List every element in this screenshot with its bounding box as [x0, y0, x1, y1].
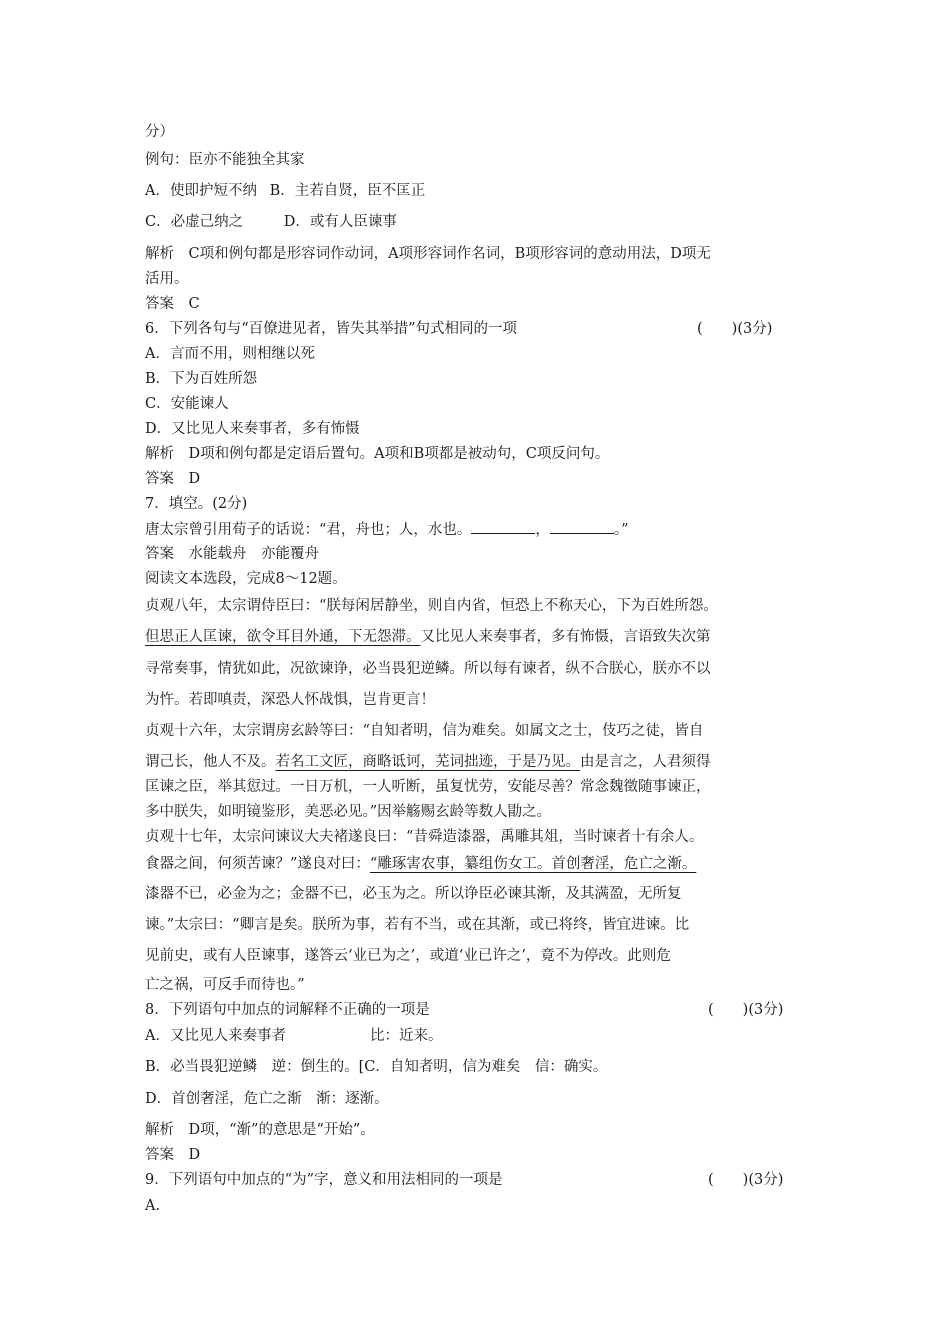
fill-blank-line — [145, 519, 629, 540]
passage-text: 由是言之，人君须得 — [580, 754, 711, 770]
punctuation: 。” — [613, 522, 629, 538]
analysis-text: 活用。 — [145, 271, 189, 287]
analysis-text: 解析 C项和例句都是形容词作动词，A项形容词作名词，B项形容词的意动用法，D项无 — [145, 246, 711, 262]
score-marker: ( )(3分) — [708, 1172, 784, 1188]
score-marker: ( )(3分) — [697, 321, 773, 337]
passage-line: 多中朕失，如明镜鉴形，美恶必见。”因举觞赐玄龄等数人勖之。 — [145, 804, 552, 820]
answer-text: 答案 C — [145, 296, 200, 312]
passage-line: 贞观八年，太宗谓侍臣曰：“朕每闲居静坐，则自内省，恒恐上不称天心，下为百姓所怨。 — [145, 598, 718, 614]
option-row — [145, 181, 425, 201]
passage-text: 谓己长，他人不及。 — [145, 754, 276, 770]
passage-line: 匡谏之臣，举其愆过。一日万机，一人听断，虽复忧劳，安能尽善？常念魏徵随事谏正， — [145, 779, 711, 795]
blank-field — [471, 519, 535, 534]
passage-text: 食器之间，何须苦谏？”遂良对曰： — [145, 856, 370, 872]
underlined-sentence: “雕琢害农事，纂组伤女工。首创奢淫，危亡之渐。 — [369, 856, 697, 872]
text-line: 分） — [145, 124, 174, 140]
option-d: D．首创奢淫，危亡之渐 渐：逐渐。 — [145, 1091, 389, 1107]
option-row — [145, 1026, 442, 1046]
option-d: D．或有人臣谏事 — [283, 214, 397, 230]
passage-text: 又比见人来奏事者，多有怖慑，言语致失次第 — [420, 629, 711, 645]
passage-line — [145, 752, 711, 772]
answer-text: 答案 D — [145, 471, 201, 487]
option-a: A. — [145, 1198, 161, 1214]
punctuation: ， — [535, 522, 550, 538]
analysis-text: 解析 D项和例句都是定语后置句。A项和B项都是被动句，C项反问句。 — [145, 446, 610, 462]
score-marker: ( )(3分) — [708, 1002, 784, 1018]
option-b: B．主若自贤，臣不匡正 — [269, 183, 426, 199]
option-c: C．必虚己纳之 — [145, 214, 244, 230]
quote-text: 唐太宗曾引用荀子的话说：“君，舟也；人，水也。 — [145, 522, 472, 538]
passage-line — [145, 854, 696, 874]
passage-line: 亡之祸，可反手而待也。” — [145, 977, 305, 993]
question-6: 6．下列各句与“百僚进见者，皆失其举措”句式相同的一项 — [145, 321, 518, 337]
instruction-text: 阅读文本选段，完成8～12题。 — [145, 571, 347, 587]
passage-line: 贞观十六年，太宗谓房玄龄等曰：“自知者明，信为难矣。如属文之士，伎巧之徒，皆自 — [145, 723, 704, 739]
passage-line: 漆器不已，必金为之；金器不已，必玉为之。所以诤臣必谏其渐，及其满盈，无所复 — [145, 886, 682, 902]
passage-line: 寻常奏事，情犹如此，况欲谏诤，必当畏犯逆鳞。所以每有谏者，纵不合朕心，朕亦不以 — [145, 661, 711, 677]
question-7: 7．填空。(2分) — [145, 496, 248, 512]
underlined-sentence: 若名工文匠，商略诋诃，芜词拙迹，于是乃见。 — [275, 754, 580, 770]
option-a: A．使即护短不纳 — [145, 183, 257, 199]
option-c: C．安能谏人 — [145, 396, 229, 412]
example-sentence: 例句：臣亦不能独全其家 — [145, 152, 305, 168]
blank-field — [550, 519, 614, 534]
question-9: 9．下列语句中加点的“为”字，意义和用法相同的一项是 — [145, 1172, 503, 1188]
underlined-sentence: 但思正人匡谏，欲令耳目外通，下无怨滞。 — [145, 629, 421, 645]
answer-text: 答案 D — [145, 1147, 201, 1163]
question-8: 8．下列语句中加点的词解释不正确的一项是 — [145, 1002, 430, 1018]
option-row — [145, 212, 397, 232]
option-a: A．又比见人来奏事者 — [145, 1028, 286, 1044]
passage-line: 为忤。若即嗔责，深恐人怀战惧，岂肯更言！ — [145, 692, 435, 708]
answer-text: 答案 水能载舟 亦能覆舟 — [145, 546, 319, 562]
passage-line — [145, 627, 711, 647]
passage-line: 见前史，或有人臣谏事，遂答云‘业已为之’，或道‘业已许之’，竟不为停改。此则危 — [145, 948, 671, 964]
option-row: B．必当畏犯逆鳞 逆：倒生的。[C．自知者明，信为难矣 信：确实。 — [145, 1059, 608, 1075]
passage-line: 贞观十七年，太宗问谏议大夫褚遂良曰：“昔舜造漆器，禹雕其俎，当时谏者十有余人。 — [145, 829, 704, 845]
option-b: B．下为百姓所怨 — [145, 371, 258, 387]
analysis-text: 解析 D项，“渐”的意思是“开始”。 — [145, 1122, 375, 1138]
option-a: A．言而不用，则相继以死 — [145, 346, 315, 362]
option-d: D．又比见人来奏事者，多有怖慑 — [145, 421, 360, 437]
option-gloss: 比：近来。 — [369, 1028, 443, 1044]
passage-line: 谏。”太宗曰：“卿言是矣。朕所为事，若有不当，或在其渐，或已将终，皆宜进谏。比 — [145, 917, 690, 933]
